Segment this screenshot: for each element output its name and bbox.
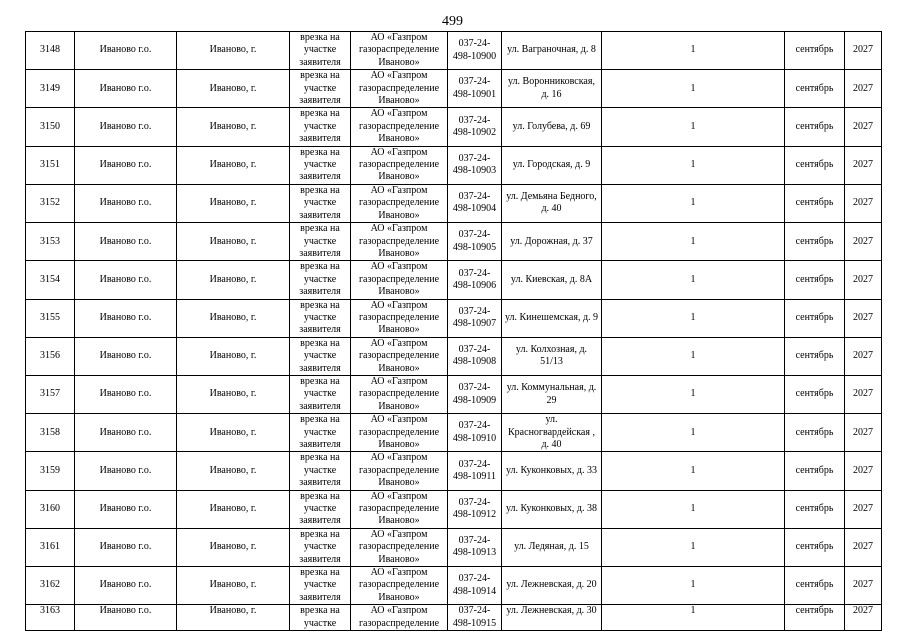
- address-cell: ул. Куконковых, д. 38: [502, 490, 602, 528]
- address-cell: ул. Городская, д. 9: [502, 146, 602, 184]
- address-cell: ул. Колхозная, д. 51/13: [502, 337, 602, 375]
- count-cell: 1: [602, 184, 785, 222]
- settlement-cell: Иваново, г.: [177, 605, 290, 631]
- network-owner-cell: АО «Газпром газораспределение Иваново»: [351, 146, 448, 184]
- network-owner-cell: АО «Газпром газораспределение Иваново»: [351, 32, 448, 70]
- month-cell: сентябрь: [785, 223, 845, 261]
- object-id-cell: 037-24-498-10903: [448, 146, 502, 184]
- network-owner-cell: АО «Газпром газораспределение Иваново»: [351, 414, 448, 452]
- municipality-cell: Иваново г.о.: [75, 414, 177, 452]
- connection-type-cell: врезка на участке заявителя: [290, 184, 351, 222]
- table-row: [26, 452, 882, 490]
- table-row: [26, 605, 882, 631]
- row-number-cell: 3160: [26, 490, 75, 528]
- month-cell: сентябрь: [785, 414, 845, 452]
- settlement-cell: Иваново, г.: [177, 108, 290, 146]
- row-number-cell: 3152: [26, 184, 75, 222]
- month-cell: сентябрь: [785, 490, 845, 528]
- table-row: [26, 567, 882, 605]
- month-cell: сентябрь: [785, 108, 845, 146]
- object-id-cell: 037-24-498-10912: [448, 490, 502, 528]
- municipality-cell: Иваново г.о.: [75, 337, 177, 375]
- year-cell: 2027: [845, 605, 882, 631]
- table-row: [26, 184, 882, 222]
- table-row: [26, 375, 882, 413]
- table-row: [26, 414, 882, 452]
- month-cell: сентябрь: [785, 375, 845, 413]
- object-id-cell: 037-24-498-10908: [448, 337, 502, 375]
- network-owner-cell: АО «Газпром газораспределение Иваново»: [351, 184, 448, 222]
- row-number-cell: 3149: [26, 70, 75, 108]
- table-row: [26, 32, 882, 70]
- object-id-cell: 037-24-498-10904: [448, 184, 502, 222]
- row-number-cell: 3159: [26, 452, 75, 490]
- connection-type-cell: врезка на участке заявителя: [290, 490, 351, 528]
- month-cell: сентябрь: [785, 452, 845, 490]
- settlement-cell: Иваново, г.: [177, 70, 290, 108]
- table-row: [26, 261, 882, 299]
- object-id-cell: 037-24-498-10906: [448, 261, 502, 299]
- row-number-cell: 3163: [26, 605, 75, 631]
- year-cell: 2027: [845, 452, 882, 490]
- count-cell: 1: [602, 490, 785, 528]
- object-id-cell: 037-24-498-10914: [448, 567, 502, 605]
- row-number-cell: 3158: [26, 414, 75, 452]
- connection-type-cell: врезка на участке заявителя: [290, 375, 351, 413]
- page-number: 499: [442, 14, 463, 29]
- network-owner-cell: АО «Газпром газораспределение Иваново»: [351, 337, 448, 375]
- network-owner-cell: АО «Газпром газораспределение Иваново»: [351, 70, 448, 108]
- connection-type-cell: врезка на участке заявителя: [290, 223, 351, 261]
- year-cell: 2027: [845, 223, 882, 261]
- row-number-cell: 3153: [26, 223, 75, 261]
- settlement-cell: Иваново, г.: [177, 146, 290, 184]
- count-cell: 1: [602, 299, 785, 337]
- object-id-cell: 037-24-498-10902: [448, 108, 502, 146]
- connection-type-cell: врезка на участке заявителя: [290, 528, 351, 566]
- row-number-cell: 3161: [26, 528, 75, 566]
- count-cell: 1: [602, 261, 785, 299]
- municipality-cell: Иваново г.о.: [75, 567, 177, 605]
- settlement-cell: Иваново, г.: [177, 184, 290, 222]
- address-cell: ул. Красногвардейская , д. 40: [502, 414, 602, 452]
- row-number-cell: 3151: [26, 146, 75, 184]
- month-cell: сентябрь: [785, 299, 845, 337]
- table-row: [26, 146, 882, 184]
- network-owner-cell: АО «Газпром газораспределение Иваново»: [351, 375, 448, 413]
- address-cell: ул. Куконковых, д. 33: [502, 452, 602, 490]
- year-cell: 2027: [845, 375, 882, 413]
- settlement-cell: Иваново, г.: [177, 452, 290, 490]
- object-id-cell: 037-24-498-10913: [448, 528, 502, 566]
- network-owner-cell: АО «Газпром газораспределение Иваново»: [351, 528, 448, 566]
- year-cell: 2027: [845, 70, 882, 108]
- year-cell: 2027: [845, 108, 882, 146]
- year-cell: 2027: [845, 490, 882, 528]
- month-cell: сентябрь: [785, 528, 845, 566]
- settlement-cell: Иваново, г.: [177, 223, 290, 261]
- count-cell: 1: [602, 414, 785, 452]
- connection-type-cell: врезка на участке заявителя: [290, 299, 351, 337]
- connection-type-cell: врезка на участке: [290, 605, 351, 631]
- row-number-cell: 3155: [26, 299, 75, 337]
- settlement-cell: Иваново, г.: [177, 32, 290, 70]
- object-id-cell: 037-24-498-10905: [448, 223, 502, 261]
- table-row: [26, 299, 882, 337]
- month-cell: сентябрь: [785, 567, 845, 605]
- address-cell: ул. Лежневская, д. 20: [502, 567, 602, 605]
- month-cell: сентябрь: [785, 605, 845, 631]
- municipality-cell: Иваново г.о.: [75, 605, 177, 631]
- connection-type-cell: врезка на участке заявителя: [290, 452, 351, 490]
- municipality-cell: Иваново г.о.: [75, 528, 177, 566]
- count-cell: 1: [602, 528, 785, 566]
- municipality-cell: Иваново г.о.: [75, 223, 177, 261]
- count-cell: 1: [602, 567, 785, 605]
- table-row: [26, 108, 882, 146]
- network-owner-cell: АО «Газпром газораспределение Иваново»: [351, 299, 448, 337]
- address-cell: ул. Демьяна Бедного, д. 40: [502, 184, 602, 222]
- settlement-cell: Иваново, г.: [177, 337, 290, 375]
- settlement-cell: Иваново, г.: [177, 528, 290, 566]
- count-cell: 1: [602, 70, 785, 108]
- object-id-cell: 037-24-498-10909: [448, 375, 502, 413]
- network-owner-cell: АО «Газпром газораспределение Иваново»: [351, 452, 448, 490]
- connection-type-cell: врезка на участке заявителя: [290, 337, 351, 375]
- object-id-cell: 037-24-498-10901: [448, 70, 502, 108]
- municipality-cell: Иваново г.о.: [75, 32, 177, 70]
- network-owner-cell: АО «Газпром газораспределение Иваново»: [351, 108, 448, 146]
- address-cell: ул. Воронниковская, д. 16: [502, 70, 602, 108]
- month-cell: сентябрь: [785, 261, 845, 299]
- month-cell: сентябрь: [785, 146, 845, 184]
- year-cell: 2027: [845, 299, 882, 337]
- table-row: [26, 337, 882, 375]
- count-cell: 1: [602, 375, 785, 413]
- settlement-cell: Иваново, г.: [177, 567, 290, 605]
- year-cell: 2027: [845, 567, 882, 605]
- table-row: [26, 528, 882, 566]
- year-cell: 2027: [845, 146, 882, 184]
- settlement-cell: Иваново, г.: [177, 414, 290, 452]
- object-id-cell: 037-24-498-10911: [448, 452, 502, 490]
- month-cell: сентябрь: [785, 70, 845, 108]
- registry-table: [25, 31, 882, 631]
- connection-type-cell: врезка на участке заявителя: [290, 146, 351, 184]
- municipality-cell: Иваново г.о.: [75, 184, 177, 222]
- year-cell: 2027: [845, 261, 882, 299]
- settlement-cell: Иваново, г.: [177, 299, 290, 337]
- network-owner-cell: АО «Газпром газораспределение Иваново»: [351, 567, 448, 605]
- municipality-cell: Иваново г.о.: [75, 261, 177, 299]
- count-cell: 1: [602, 146, 785, 184]
- connection-type-cell: врезка на участке заявителя: [290, 414, 351, 452]
- municipality-cell: Иваново г.о.: [75, 452, 177, 490]
- month-cell: сентябрь: [785, 32, 845, 70]
- object-id-cell: 037-24-498-10910: [448, 414, 502, 452]
- network-owner-cell: АО «Газпром газораспределение Иваново»: [351, 490, 448, 528]
- object-id-cell: 037-24-498-10900: [448, 32, 502, 70]
- year-cell: 2027: [845, 528, 882, 566]
- address-cell: ул. Коммунальная, д. 29: [502, 375, 602, 413]
- address-cell: ул. Лежневская, д. 30: [502, 605, 602, 631]
- address-cell: ул. Ледяная, д. 15: [502, 528, 602, 566]
- municipality-cell: Иваново г.о.: [75, 70, 177, 108]
- table-body: [26, 32, 882, 631]
- row-number-cell: 3157: [26, 375, 75, 413]
- count-cell: 1: [602, 605, 785, 631]
- row-number-cell: 3154: [26, 261, 75, 299]
- year-cell: 2027: [845, 337, 882, 375]
- connection-type-cell: врезка на участке заявителя: [290, 261, 351, 299]
- municipality-cell: Иваново г.о.: [75, 146, 177, 184]
- municipality-cell: Иваново г.о.: [75, 375, 177, 413]
- network-owner-cell: АО «Газпром газораспределение Иваново»: [351, 223, 448, 261]
- count-cell: 1: [602, 223, 785, 261]
- object-id-cell: 037-24-498-10907: [448, 299, 502, 337]
- row-number-cell: 3150: [26, 108, 75, 146]
- municipality-cell: Иваново г.о.: [75, 299, 177, 337]
- connection-type-cell: врезка на участке заявителя: [290, 567, 351, 605]
- address-cell: ул. Дорожная, д. 37: [502, 223, 602, 261]
- connection-type-cell: врезка на участке заявителя: [290, 70, 351, 108]
- address-cell: ул. Голубева, д. 69: [502, 108, 602, 146]
- network-owner-cell: АО «Газпром газораспределение Иваново»: [351, 261, 448, 299]
- network-owner-cell: АО «Газпром газораспределение: [351, 605, 448, 631]
- address-cell: ул. Киевская, д. 8А: [502, 261, 602, 299]
- count-cell: 1: [602, 452, 785, 490]
- connection-type-cell: врезка на участке заявителя: [290, 32, 351, 70]
- address-cell: ул. Ваграночная, д. 8: [502, 32, 602, 70]
- municipality-cell: Иваново г.о.: [75, 490, 177, 528]
- connection-type-cell: врезка на участке заявителя: [290, 108, 351, 146]
- settlement-cell: Иваново, г.: [177, 375, 290, 413]
- month-cell: сентябрь: [785, 184, 845, 222]
- year-cell: 2027: [845, 414, 882, 452]
- table-row: [26, 490, 882, 528]
- count-cell: 1: [602, 32, 785, 70]
- table-row: [26, 223, 882, 261]
- address-cell: ул. Кинешемская, д. 9: [502, 299, 602, 337]
- count-cell: 1: [602, 108, 785, 146]
- settlement-cell: Иваново, г.: [177, 261, 290, 299]
- row-number-cell: 3156: [26, 337, 75, 375]
- object-id-cell: 037-24-498-10915: [448, 605, 502, 631]
- year-cell: 2027: [845, 32, 882, 70]
- settlement-cell: Иваново, г.: [177, 490, 290, 528]
- municipality-cell: Иваново г.о.: [75, 108, 177, 146]
- count-cell: 1: [602, 337, 785, 375]
- row-number-cell: 3162: [26, 567, 75, 605]
- year-cell: 2027: [845, 184, 882, 222]
- row-number-cell: 3148: [26, 32, 75, 70]
- month-cell: сентябрь: [785, 337, 845, 375]
- table-row: [26, 70, 882, 108]
